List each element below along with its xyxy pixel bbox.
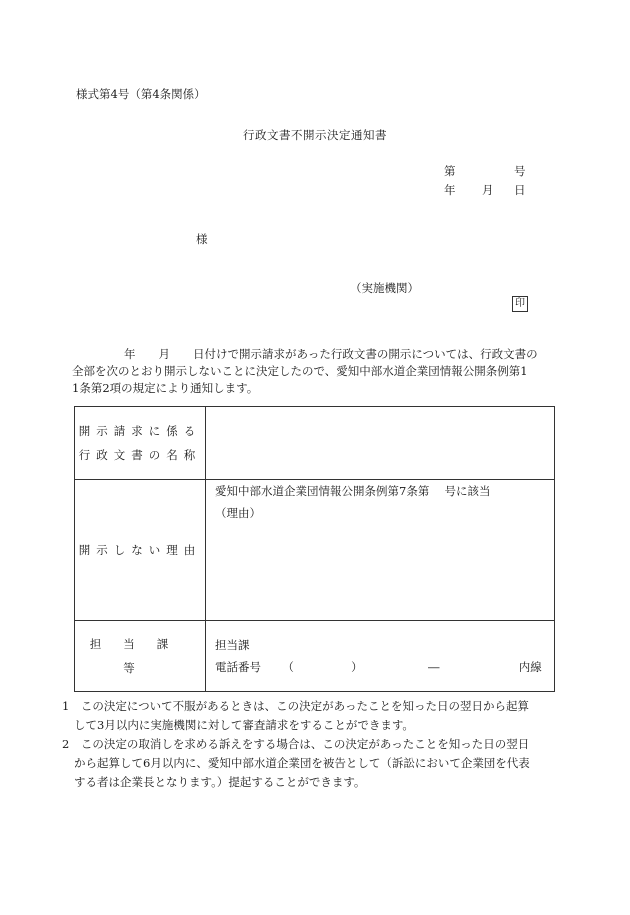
intro-line-3: 1条第2項の規定により通知します。 (72, 381, 259, 395)
note-1-line-1: 1 この決定について不服があるときは、この決定があったことを知った日の翌日から起算 (62, 699, 529, 713)
reason-article: 愛知中部水道企業団情報公開条例第7条第 号に該当 (215, 484, 491, 498)
phone-line (215, 656, 554, 678)
recipient-honorific: 様 (196, 232, 208, 246)
label-department: 担当課等 (75, 621, 206, 692)
phone-dash: ― (427, 660, 440, 674)
date-year: 年 (444, 183, 456, 197)
label-document-name-line-1: 開示請求に係る (78, 424, 202, 438)
phone-extension: 内線 (518, 660, 542, 674)
note-2-line-1: 2 この決定の取消しを求める訴えをする場合は、この決定があったことを知った日の翌日 (62, 737, 530, 751)
phone-paren-close: ） (351, 660, 363, 674)
note-2-line-3: する者は企業長となります。）提起することができます。 (74, 775, 366, 789)
label-document-name-line-2: 行政文書の名称 (78, 448, 202, 462)
document-title: 行政文書不開示決定通知書 (243, 128, 387, 142)
date-month: 月 (482, 183, 494, 197)
label-reason: 開示しない理由 (75, 480, 206, 621)
intro-paragraph (72, 346, 562, 397)
number-dai: 第 (444, 164, 456, 178)
reason-heading: （理由） (215, 506, 261, 520)
note-2-line-2: から起算して6月以内に、愛知中部水道企業団を被告として（訴訟において企業団を代表 (74, 756, 530, 770)
table-row-document-name (75, 407, 555, 480)
phone-paren-open: （ (282, 660, 294, 674)
phone-label: 電話番号 (215, 660, 261, 674)
label-document-name (75, 407, 206, 480)
number-go: 号 (514, 164, 526, 178)
seal-mark: 印 (512, 296, 528, 312)
department-line: 担当課 (215, 638, 250, 652)
implementing-agency: （実施機関） (350, 281, 419, 295)
date-day: 日 (514, 183, 526, 197)
value-reason (206, 480, 555, 621)
form-number: 様式第4号（第4条関係） (76, 87, 206, 101)
intro-line-1: 年 月 日付けで開示請求があった行政文書の開示については、行政文書の (124, 347, 538, 361)
table-row-reason (75, 480, 555, 621)
notes (62, 697, 562, 792)
notice-table (74, 406, 555, 692)
value-document-name (206, 407, 555, 480)
value-department (206, 621, 555, 692)
note-1-line-2: して3月以内に実施機関に対して審査請求をすることができます。 (74, 718, 414, 732)
intro-line-2: 全部を次のとおり開示しないことに決定したので、愛知中部水道企業団情報公開条例第1 (72, 364, 528, 378)
table-row-department (75, 621, 555, 692)
